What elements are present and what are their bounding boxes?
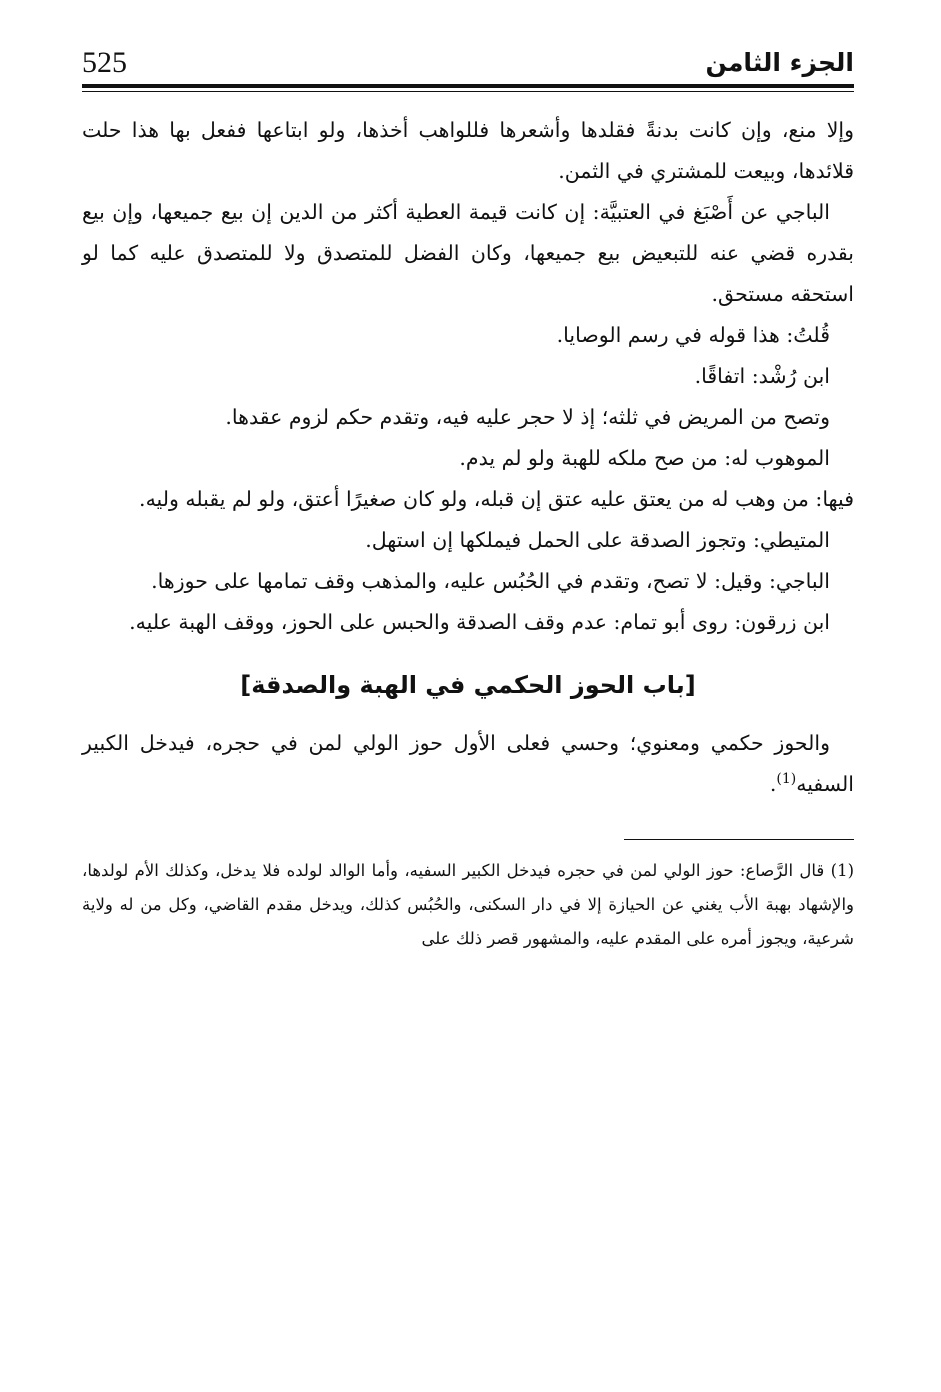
paragraph: المتيطي: وتجوز الصدقة على الحمل فيملكها إن استهل. [365, 528, 830, 552]
paragraph: وتصح من المريض في ثلثه؛ إذ لا حجر عليه فيه، وتقدم حكم لزوم عقدها. [225, 405, 830, 429]
footnotes [82, 854, 854, 956]
footnote-reference[interactable]: (1) [776, 771, 797, 788]
paragraph: وإلا منع، وإن كانت بدنةً فقلدها وأشعرها فللواهب أخذها، ولو ابتاعها ففعل بها هذا حلت قلائدها، وبيعت للمشتري في الثمن. [82, 118, 854, 183]
paragraph: الباجي عن أَصْبَغ في العتبيَّة: إن كانت قيمة العطية أكثر من الدين إن بيع جميعها، وإن بيع بقدره قضي عنه للتبعيض بيع جميعها، وكان الفضل للمتصدق ولا للمتصدق عليه كما لو استحقه مستحق. [82, 200, 854, 306]
closing-paragraph-end: . [769, 772, 777, 796]
header-rule-thin [82, 91, 854, 92]
closing-text [82, 723, 854, 805]
closing-paragraph [82, 723, 854, 805]
page-header [82, 38, 854, 78]
section-heading: [باب الحوز الحكمي في الهبة والصدقة] [240, 671, 696, 699]
paragraph: قُلتُ: هذا قوله في رسم الوصايا. [556, 323, 830, 347]
footnote-text: (1) قال الرَّصاع: حوز الولي لمن في حجره فيدخل الكبير السفيه، وأما الوالد لولده فلا يدخل، وكذلك الأم لولدها، والإشهاد بهبة الأب يغني عن الحيازة إلا في دار السكنى، والحُبُس كذلك، ويدخل مقدم القاضي، وكل من له ولاية شرعية، ويجوز أمره على المقدم عليه، والمشهور قصر ذلك على [82, 861, 854, 948]
header-rule-thick [82, 84, 854, 88]
paragraph: ابن رُشْد: اتفاقًا. [694, 364, 830, 388]
running-title: الجزء الثامن [705, 48, 854, 77]
paragraph: الموهوب له: من صح ملكه للهبة ولو لم يدم. [459, 446, 830, 470]
footnote-rule [624, 839, 854, 840]
page-number: 525 [82, 46, 127, 79]
main-text [82, 110, 854, 643]
paragraph: ابن زرقون: روى أبو تمام: عدم وقف الصدقة والحبس على الحوز، ووقف الهبة عليه. [129, 610, 830, 634]
book-page [82, 38, 854, 956]
paragraph: الباجي: وقيل: لا تصح، وتقدم في الحُبُس عليه، والمذهب وقف تمامها على حوزها. [151, 569, 830, 593]
closing-paragraph-text: والحوز حكمي ومعنوي؛ وحسي فعلى الأول حوز الولي لمن في حجره، فيدخل الكبير السفيه [82, 731, 854, 796]
paragraph: فيها: من وهب له من يعتق عليه عتق إن قبله، ولو كان صغيرًا أعتق، ولو لم يقبله وليه. [139, 487, 854, 511]
